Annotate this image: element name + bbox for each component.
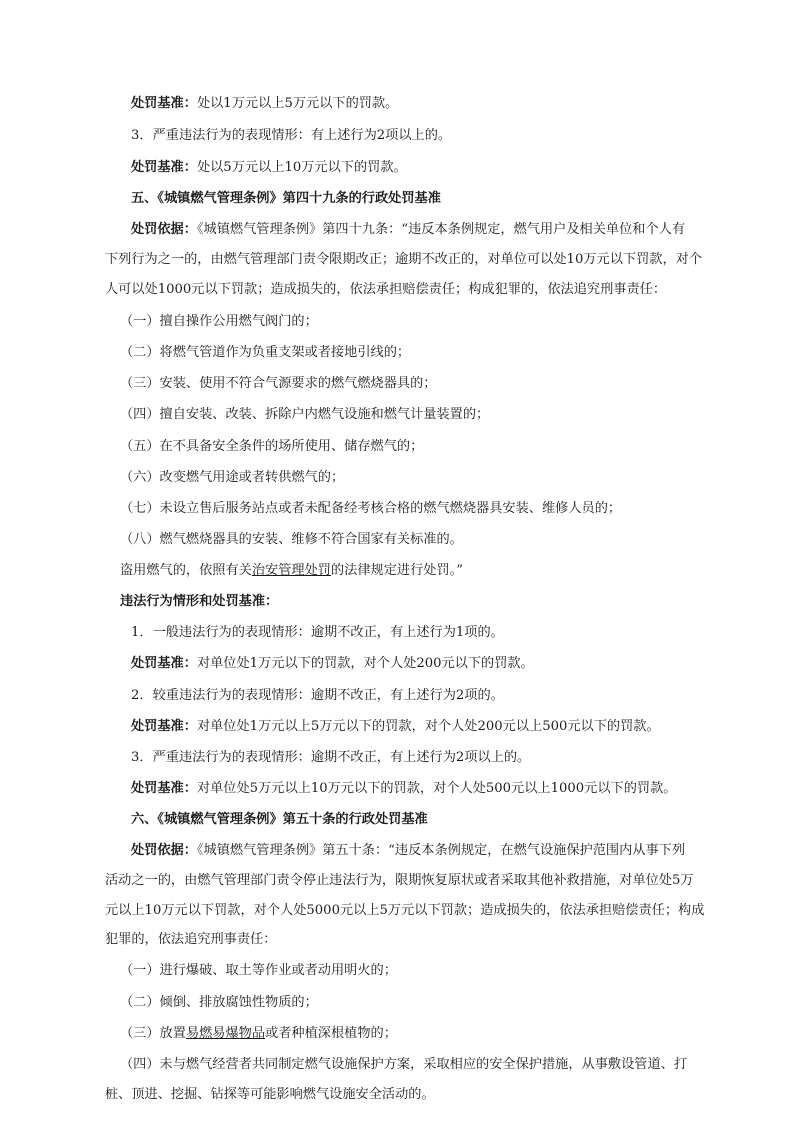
line-text: 对单位处1万元以下的罚款，对个人处200元以下的罚款。 [196,656,534,671]
list-item: （六）改变燃气用途或者转供燃气的； [120,470,345,485]
line-text: 处以1万元以上5万元以下的罚款。 [196,96,399,111]
line-text: 或者种植深根植物的； [265,1026,397,1041]
penalty-standard-line [131,780,676,798]
list-item: （一）擅自操作公用燃气阀门的； [120,314,318,329]
label-penalty-basis: 处罚依据： [131,843,197,858]
line-text: 盗用燃气的，依照有关 [120,563,252,578]
paragraph-line [120,562,463,580]
moderate-violation-line: 2．较重违法行为的表现情形：逾期不改正，有上述行为2项的。 [131,688,504,703]
label-penalty-standard: 处罚基准： [131,96,197,111]
penalty-standard-line [131,655,534,673]
section-heading-5: 五、《城镇燃气管理条例》第四十九条的行政处罚基准 [131,191,441,206]
line-text: 《城镇燃气管理条例》第四十九条：“违反本条例规定，燃气用户及相关单位和个人有 [196,222,686,237]
list-item: （八）燃气燃烧器具的安装、维修不符合国家有关标准的。 [120,532,463,547]
penalty-basis-line [131,221,685,239]
list-item: （三）安装、使用不符合气源要求的燃气燃烧器具的； [120,376,437,391]
section-heading-6: 六、《城镇燃气管理条例》第五十条的行政处罚基准 [131,812,428,827]
line-text: 处以5万元以上10万元以下的罚款。 [196,160,407,175]
label-penalty-standard: 处罚基准： [131,160,197,175]
paragraph-line: 犯罪的，依法追究刑事责任： [105,932,277,947]
list-item: （五）在不具备安全条件的场所使用、储存燃气的； [120,439,424,454]
line-text: 3．严重违法行为的表现情形：有上述行为2项以上的。 [131,128,452,143]
penalty-standard-line [131,159,407,177]
list-item: （二）倾倒、排放腐蚀性物质的； [120,995,318,1010]
list-item: （四）未与燃气经营者共同制定燃气设施保护方案，采取相应的安全保护措施，从事敷设管道、打 [120,1057,688,1072]
line-text: 的法律规定进行处罚。” [331,563,464,578]
label-penalty-standard: 处罚基准： [131,719,197,734]
list-item: （七）未设立售后服务站点或者未配备经考核合格的燃气燃烧器具安装、维修人员的； [120,501,622,516]
penalty-basis-line [131,842,685,860]
link-flammable-explosive[interactable]: 易燃易爆物品 [185,1026,266,1041]
list-item [120,1025,397,1043]
line-text: 《城镇燃气管理条例》第五十条：“违反本条例规定，在燃气设施保护范围内从事下列 [196,843,686,858]
list-item: （四）擅自安装、改装、拆除户内燃气设施和燃气计量装置的； [120,407,490,422]
line-text: 对单位处1万元以上5万元以下的罚款，对个人处200元以上500元以下的罚款。 [196,719,660,734]
list-item: （一）进行爆破、取土等作业或者动用明火的； [120,963,397,978]
paragraph-line: 人可以处1000元以下罚款；造成损失的，依法承担赔偿责任；构成犯罪的，依法追究刑事责任： [105,282,667,297]
general-violation-line: 1．一般违法行为的表现情形：逾期不改正，有上述行为1项的。 [131,625,504,640]
subheading-violations: 违法行为情形和处罚基准： [120,594,279,609]
paragraph-line: 桩、顶进、挖掘、钻探等可能影响燃气设施安全活动的。 [105,1087,435,1102]
paragraph-line: 活动之一的，由燃气管理部门责令停止违法行为，限期恢复原状或者采取其他补救措施，对单位处5万 [105,873,694,888]
line-text: 对单位处5万元以上10万元以下的罚款，对个人处500元以上1000元以下的罚款。 [196,781,677,796]
link-public-security-penalty[interactable]: 治安管理处罚 [251,563,331,578]
line-text: （三）放置 [120,1026,186,1041]
penalty-standard-line [131,95,398,113]
label-penalty-basis: 处罚依据： [131,222,197,237]
list-item: （二）将燃气管道作为负重支架或者接地引线的； [120,345,411,360]
label-penalty-standard: 处罚基准： [131,781,197,796]
severe-violation-line [131,127,451,145]
penalty-standard-line [131,718,660,736]
paragraph-line: 下列行为之一的，由燃气管理部门责令限期改正；逾期不改正的，对单位可以处10万元以下罚款，对个 [105,252,703,267]
paragraph-line: 元以上10万元以下罚款，对个人处5000元以上5万元以下罚款；造成损失的，依法承担赔偿责任；构成 [105,903,705,918]
label-penalty-standard: 处罚基准： [131,656,197,671]
severe-violation-line: 3．严重违法行为的表现情形：逾期不改正，有上述行为2项以上的。 [131,750,531,765]
